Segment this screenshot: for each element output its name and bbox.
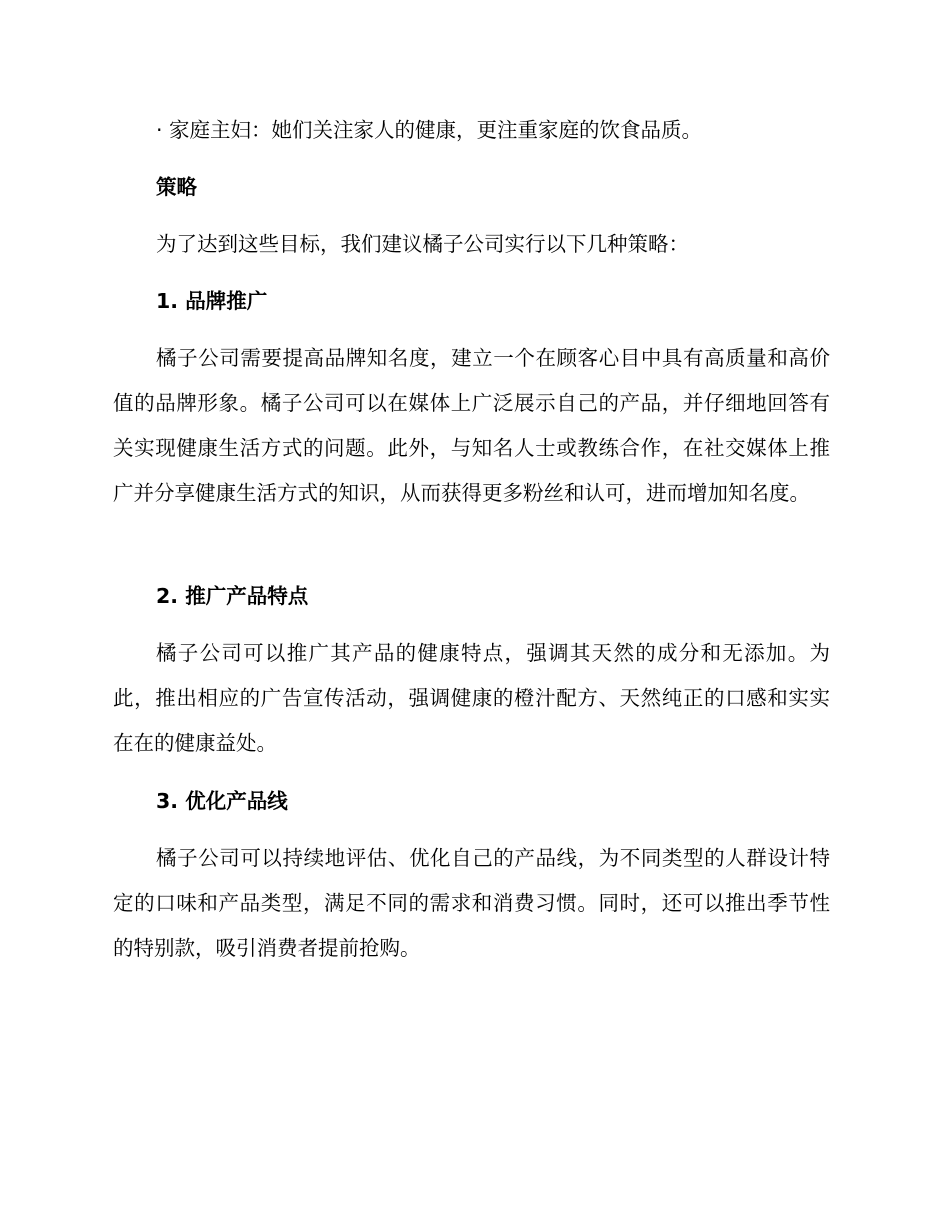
strategy-body-2: 橘子公司可以推广其产品的健康特点，强调其天然的成分和无添加。为此，推出相应的广告宣传活动，强调健康的橙汁配方、天然纯正的口感和实实在在的健康益处。 xyxy=(113,641,830,755)
section-heading: 策略 xyxy=(156,175,197,199)
bullet-item: · 家庭主妇：她们关注家人的健康，更注重家庭的饮食品质。 xyxy=(156,118,703,142)
strategy-body-3: 橘子公司可以持续地评估、优化自己的产品线，为不同类型的人群设计特定的口味和产品类型，满足不同的需求和消费习惯。同时，还可以推出季节性的特别款，吸引消费者提前抢购。 xyxy=(113,846,830,960)
strategy-heading-3: 3. 优化产品线 xyxy=(156,789,288,813)
strategy-heading-2: 2. 推广产品特点 xyxy=(156,584,309,608)
strategy-body-1: 橘子公司需要提高品牌知名度，建立一个在顾客心目中具有高质量和高价值的品牌形象。橘子公司可以在媒体上广泛展示自己的产品，并仔细地回答有关实现健康生活方式的问题。此外，与知名人士或教练合作，在社交媒体上推广并分享健康生活方式的知识，从而获得更多粉丝和认可，进而增加知名度。 xyxy=(113,346,830,505)
strategy-heading-1: 1. 品牌推广 xyxy=(156,289,268,313)
intro-paragraph: 为了达到这些目标，我们建议橘子公司实行以下几种策略： xyxy=(156,232,689,256)
